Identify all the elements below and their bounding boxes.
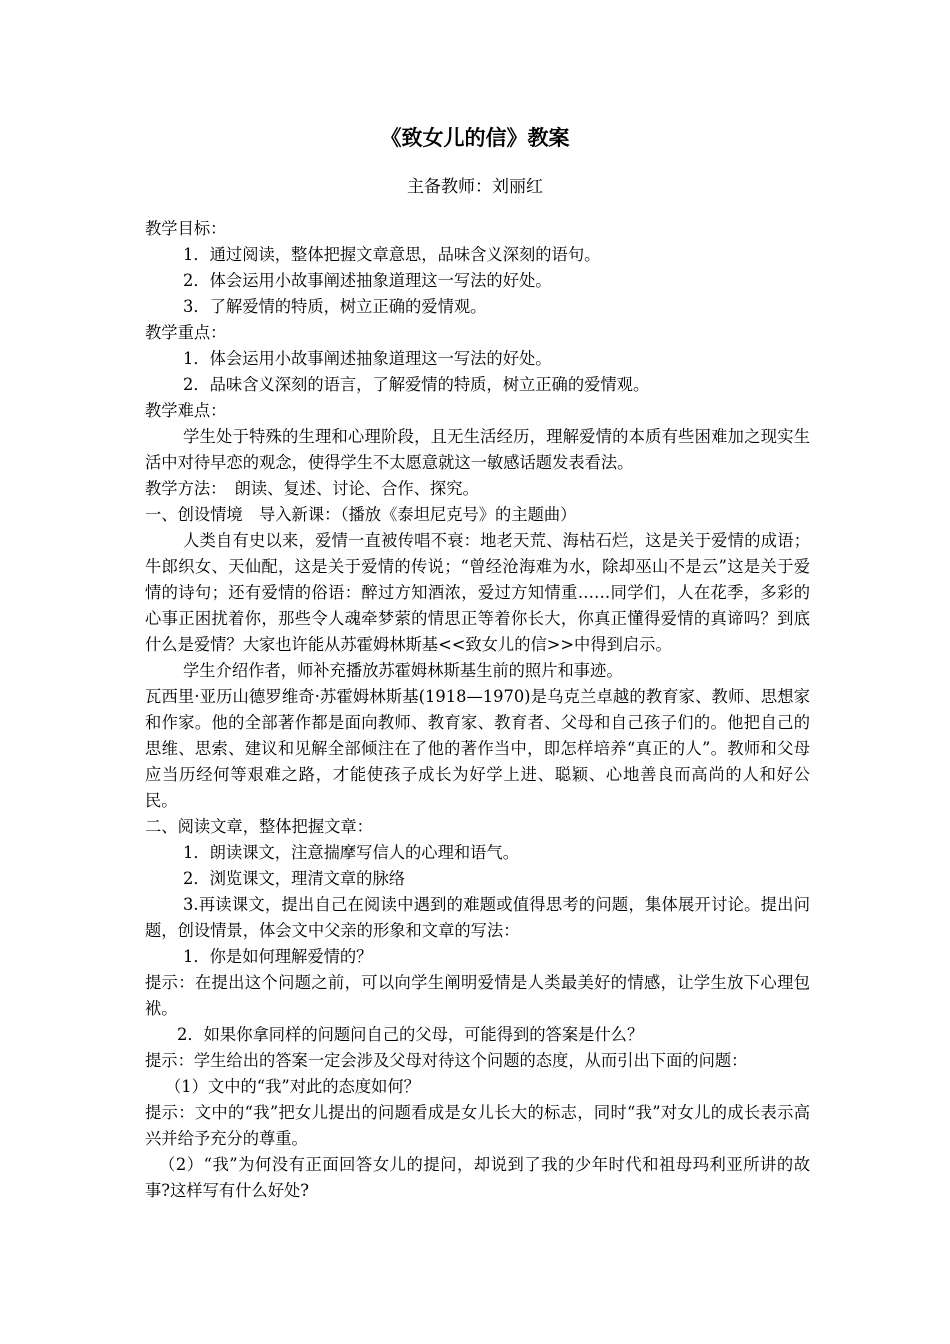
paragraph: 1．通过阅读，整体把握文章意思，品味含义深刻的语句。 — [183, 245, 601, 264]
paragraph: 提示：文中的“我”把女儿提出的问题看成是女儿长大的标志，同时“我”对女儿的成长表示高兴并给予充分的尊重。 — [145, 1103, 810, 1148]
paragraph: 教学方法： 朗读、复述、讨论、合作、探究。 — [145, 479, 479, 498]
paragraph: 2．如果你拿同样的问题问自己的父母，可能得到的答案是什么？ — [177, 1025, 644, 1044]
paragraph: 提示：在提出这个问题之前，可以向学生阐明爱情是人类最美好的情感，让学生放下心理包袱。 — [145, 973, 810, 1018]
paragraph: 瓦西里·亚历山德罗维奇·苏霍姆林斯基(1918—1970)是乌克兰卓越的教育家、教师、思想家和作家。他的全部著作都是面向教师、教育家、教育者、父母和自己孩子们的。他把自己的思维、思索、建议和见解全部倾注在了他的著作当中，即怎样培养“真正的人”。教师和父母应当历经何等艰难之路，才能使孩子成长为好学上进、聪颖、心地善良而高尚的人和好公民。 — [145, 687, 810, 810]
paragraph: 2．体会运用小故事阐述抽象道理这一写法的好处。 — [183, 271, 552, 290]
paragraph: 提示：学生给出的答案一定会涉及父母对待这个问题的态度，从而引出下面的问题： — [145, 1051, 748, 1070]
paragraph: 教学难点： — [145, 401, 227, 420]
paragraph: 教学目标： — [145, 219, 227, 238]
paragraph: 1．朗读课文，注意揣摩写信人的心理和语气。 — [183, 843, 519, 862]
paragraph: 一、创设情境 导入新课：（播放《泰坦尼克号》的主题曲） — [145, 505, 577, 524]
paragraph: 2．浏览课文，理清文章的脉络 — [183, 869, 406, 888]
document-body — [145, 216, 810, 1204]
author-line: 主备教师：刘丽红 — [407, 177, 543, 197]
paragraph: 二、阅读文章，整体把握文章： — [145, 817, 373, 836]
paragraph: 1．体会运用小故事阐述抽象道理这一写法的好处。 — [183, 349, 552, 368]
paragraph: 学生处于特殊的生理和心理阶段，且无生活经历，理解爱情的本质有些困难加之现实生活中对待早恋的观念，使得学生不太愿意就这一敏感话题发表看法。 — [145, 427, 810, 472]
paragraph: 3.再读课文，提出自己在阅读中遇到的难题或值得思考的问题，集体展开讨论。提出问题，创设情景，体会文中父亲的形象和文章的写法： — [145, 895, 810, 940]
paragraph: 2．品味含义深刻的语言，了解爱情的特质，树立正确的爱情观。 — [183, 375, 650, 394]
paragraph: 3．了解爱情的特质，树立正确的爱情观。 — [183, 297, 487, 316]
paragraph: 学生介绍作者，师补充播放苏霍姆林斯基生前的照片和事迹。 — [183, 661, 623, 680]
paragraph: （2）“我”为何没有正面回答女儿的提问，却说到了我的少年时代和祖母玛利亚所讲的故事?这样写有什么好处? — [145, 1155, 810, 1200]
paragraph: （1）文中的“我”对此的态度如何？ — [165, 1077, 420, 1096]
paragraph: 1．你是如何理解爱情的？ — [183, 947, 373, 966]
paragraph: 教学重点： — [145, 323, 227, 342]
document-title: 《致女儿的信》教案 — [380, 126, 570, 150]
paragraph: 人类自有史以来，爱情一直被传唱不衰：地老天荒、海枯石烂，这是关于爱情的成语；牛郎织女、天仙配，这是关于爱情的传说；“曾经沧海难为水，除却巫山不是云”这是关于爱情的诗句；还有爱情的俗语：醉过方知酒浓，爱过方知情重……同学们，人在花季，多彩的心事正困扰着你，那些令人魂牵梦萦的情思正等着你长大，你真正懂得爱情的真谛吗？到底什么是爱情？大家也许能从苏霍姆林斯基<<致女儿的信>>中得到启示。 — [145, 531, 810, 654]
